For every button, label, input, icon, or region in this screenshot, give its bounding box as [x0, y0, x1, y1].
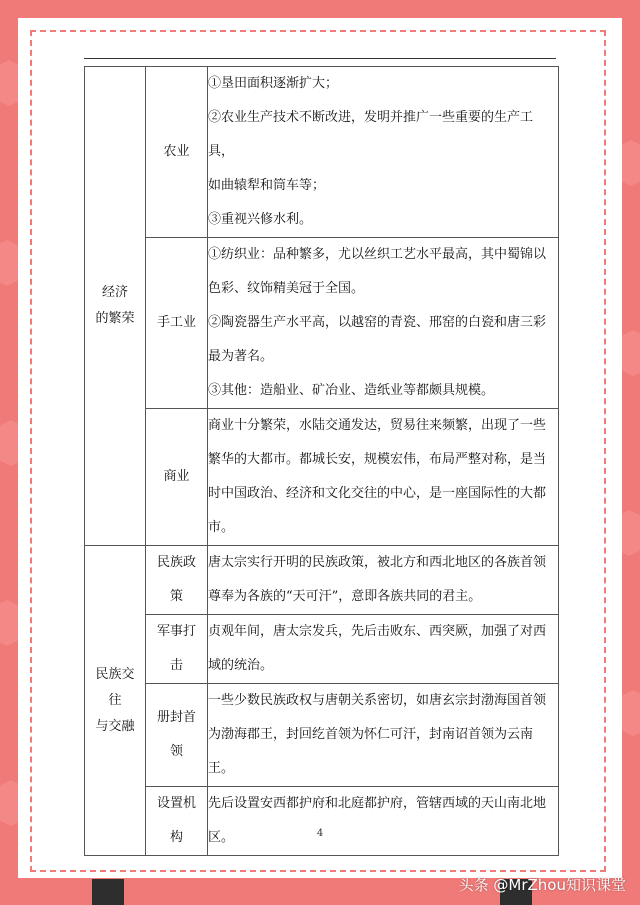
content-line: ①垦田面积逐渐扩大； — [208, 76, 339, 91]
row-label — [146, 787, 208, 856]
category-line: 往 — [108, 692, 122, 708]
row-content — [208, 684, 559, 787]
content-line: 尊奉为各族的“天可汗”，意即各族共同的君主。 — [208, 589, 482, 604]
content-line: 贞观年间，唐太宗发兵，先后击败东、西突厥，加强了对西 — [208, 624, 547, 639]
content-line: 如曲辕犁和筒车等； — [208, 178, 326, 193]
category-ethnic — [85, 546, 146, 856]
row-label — [146, 546, 208, 615]
label-line: 构 — [169, 830, 183, 845]
content-line: 域的统治。 — [208, 658, 274, 673]
content-line: 唐太宗实行开明的民族政策，被北方和西北地区的各族首领 — [208, 555, 547, 570]
label-line: 策 — [169, 589, 183, 604]
content-line: 时中国政治、经济和文化交往的中心，是一座国际性的大都 — [208, 486, 547, 501]
paper-foot-left — [92, 879, 124, 905]
label-line: 册封首 — [156, 710, 196, 725]
row-content — [208, 546, 559, 615]
row-label — [146, 615, 208, 684]
page-number: 4 — [316, 828, 324, 839]
content-line: ②农业生产技术不断改进，发明并推广一些重要的生产工具， — [208, 110, 534, 159]
label-line: 击 — [169, 658, 183, 673]
row-label — [146, 684, 208, 787]
table-row — [85, 684, 559, 787]
table-row — [85, 67, 559, 238]
content-line: 一些少数民族政权与唐朝关系密切，如唐玄宗封渤海国首领 — [208, 693, 547, 708]
content-line: 繁华的大都市。都城长安，规模宏伟，布局严整对称，是当 — [208, 452, 547, 467]
category-line: 经济 — [101, 285, 128, 300]
row-label: 手工业 — [146, 238, 208, 409]
content-line: ①纺织业：品种繁多，尤以丝织工艺水平最高，其中蜀锦以 — [208, 247, 547, 262]
content-line: 商业十分繁荣，水陆交通发达，贸易往来频繁，出现了一些 — [208, 418, 547, 433]
label-line: 民族政 — [156, 555, 196, 570]
label-line: 设置机 — [156, 796, 196, 811]
row-content — [208, 409, 559, 546]
table-row — [85, 787, 559, 856]
content-line: 市。 — [208, 520, 235, 535]
category-line: 与交融 — [95, 718, 135, 734]
label-line: 领 — [169, 744, 183, 759]
row-content — [208, 787, 559, 856]
label-line: 军事打 — [156, 624, 196, 639]
content-line: 先后设置安西都护府和北庭都护府，管辖西域的天山南北地 — [208, 796, 547, 811]
content-line: ③其他：造船业、矿冶业、造纸业等都颇具规模。 — [208, 383, 495, 398]
row-label: 商业 — [146, 409, 208, 546]
row-content — [208, 67, 559, 238]
row-content — [208, 238, 559, 409]
row-content — [208, 615, 559, 684]
table-row — [85, 409, 559, 546]
content-line: 区。 — [208, 830, 235, 845]
watermark: 头条 @MrZhou知识课堂 — [458, 876, 626, 894]
category-economy — [85, 67, 146, 546]
content-line: 为渤海郡王，封回纥首领为怀仁可汗，封南诏首领为云南王。 — [208, 727, 534, 776]
table-row — [85, 615, 559, 684]
row-label: 农业 — [146, 67, 208, 238]
category-line: 的繁荣 — [95, 311, 135, 326]
content-line: ③重视兴修水利。 — [208, 212, 313, 227]
content-line: ②陶瓷器生产水平高，以越窑的青瓷、邢窑的白瓷和唐三彩 — [208, 315, 547, 330]
category-line: 民族交 — [95, 666, 135, 682]
content-table — [84, 66, 559, 856]
table-row — [85, 546, 559, 615]
content-line: 最为著名。 — [208, 349, 274, 364]
header-rule — [84, 58, 556, 59]
table-row — [85, 238, 559, 409]
content-line: 色彩、纹饰精美冠于全国。 — [208, 281, 365, 296]
